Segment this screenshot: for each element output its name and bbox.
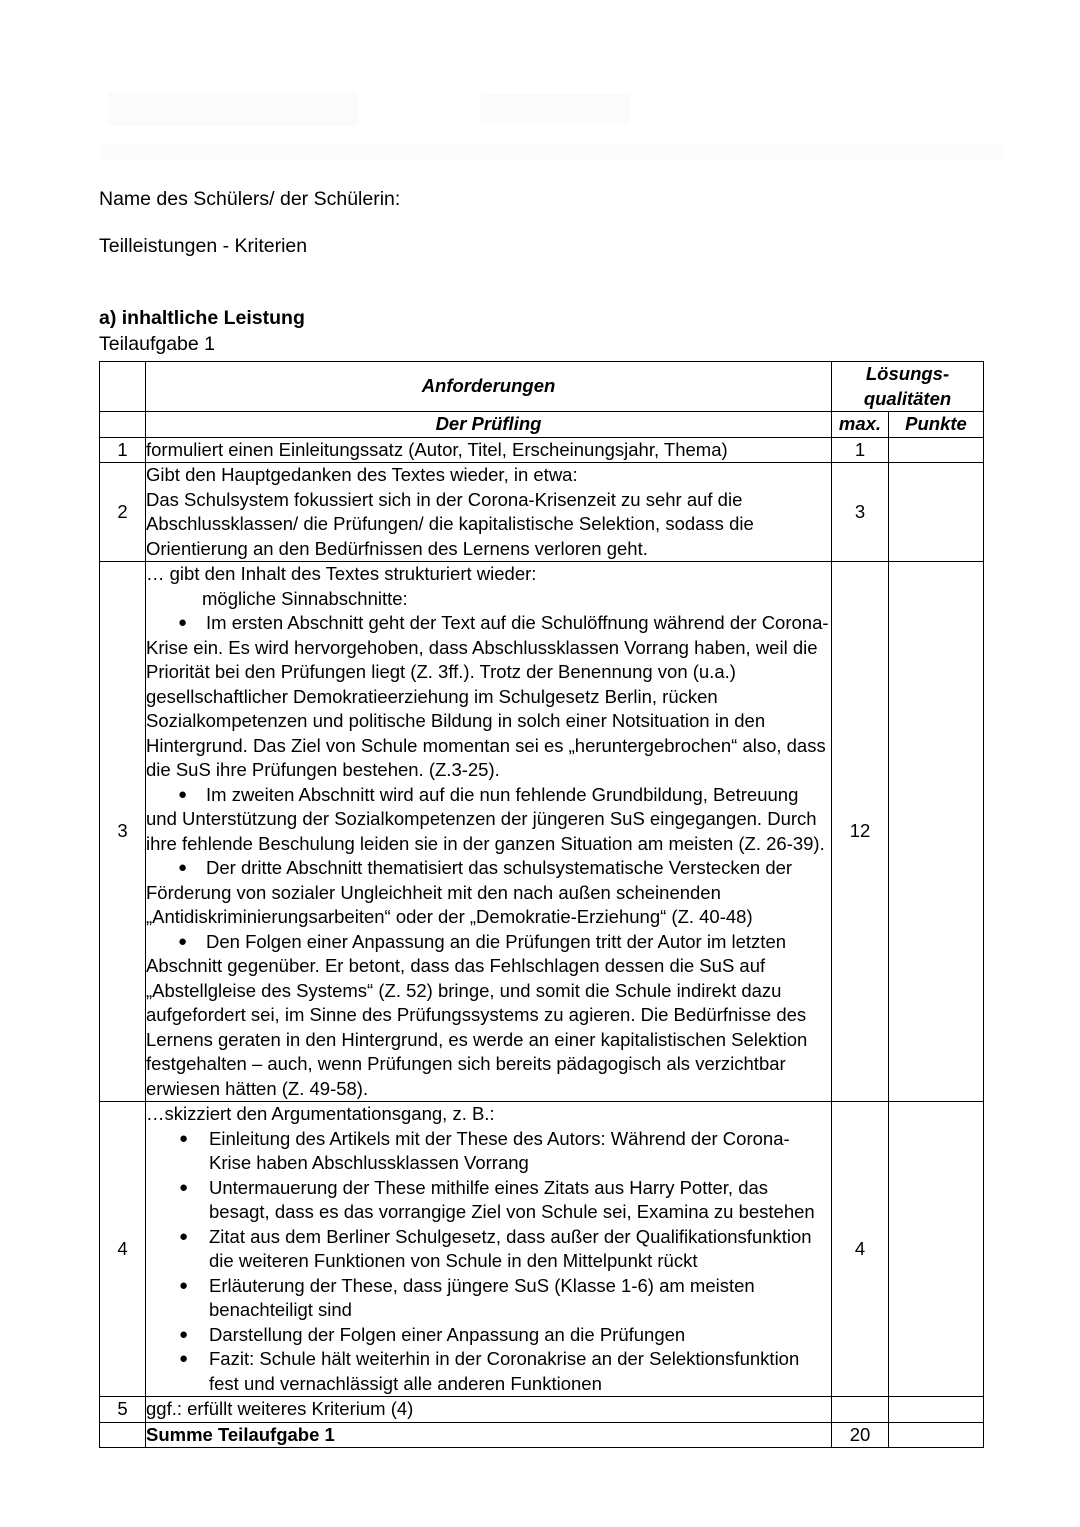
header-points: Punkte bbox=[889, 412, 984, 438]
header-solution-quality bbox=[832, 362, 984, 412]
list-item-text: Untermauerung der These mithilfe eines Zitats aus Harry Potter, das besagt, dass es das vorrangige Ziel von Schule sei, Examina zu bestehen bbox=[209, 1176, 815, 1222]
row-intro-text: … gibt den Inhalt des Textes strukturiert wieder: bbox=[146, 563, 537, 584]
list-item-text: Darstellung der Folgen einer Anpassung an die Prüfungen bbox=[209, 1323, 686, 1345]
list-item-text: Im ersten Abschnitt geht der Text auf die Schulöffnung während der Corona-Krise ein. Es wird hervorgehoben, dass Abschlussklassen Vorrang haben, weil die Priorität bei den Prüfungen liegt (Z. 3ff.). Trotz der Benennung von (u.a.) gesellschaftlicher Demokratieerziehung im Schulgesetz Berlin, rücken Sozialkompetenzen und politische Bildung in solch einer Notsituation in den Hintergrund. Das Ziel von Schule momentan sei es „heruntergebrochen“ also, dass die SuS ihre Prüfungen bestehen. (Z.3-25). bbox=[146, 612, 829, 780]
table-summary-row bbox=[100, 1422, 984, 1448]
student-name-label: Name des Schülers/ der Schülerin: bbox=[99, 188, 401, 210]
bullet-icon: ● bbox=[179, 1129, 189, 1147]
list-item bbox=[146, 611, 831, 783]
scan-artifact bbox=[108, 92, 358, 126]
row-text-line: ggf.: erfüllt weiteres Kriterium (4) bbox=[146, 1398, 414, 1419]
list-item bbox=[146, 1176, 831, 1225]
subsection-heading: Teilaufgabe 1 bbox=[99, 333, 216, 355]
row-content bbox=[146, 562, 832, 1102]
table-row bbox=[100, 463, 984, 562]
table-row bbox=[100, 1397, 984, 1423]
table-row bbox=[100, 1102, 984, 1397]
row-content bbox=[146, 463, 832, 562]
row-text-line: Orientierung an den Bedürfnissen des Lernens verloren geht. bbox=[146, 537, 648, 559]
list-item bbox=[146, 1323, 831, 1348]
row-max-points: 4 bbox=[832, 1102, 889, 1397]
row-max-points: 1 bbox=[832, 437, 889, 463]
list-item bbox=[146, 856, 831, 930]
row-bullet-list bbox=[146, 1127, 831, 1397]
row-max-points: 3 bbox=[832, 463, 889, 562]
criteria-label: Teilleistungen - Kriterien bbox=[99, 235, 308, 257]
row-text-line: formuliert einen Einleitungssatz (Autor, Titel, Erscheinungsjahr, Thema) bbox=[146, 438, 728, 460]
header-candidate: Der Prüfling bbox=[146, 412, 832, 438]
list-item bbox=[146, 1347, 831, 1396]
list-item-text: Einleitung des Artikels mit der These des Autors: Während der Corona-Krise haben Abschlussklassen Vorrang bbox=[209, 1127, 790, 1173]
row-number: 2 bbox=[100, 463, 146, 562]
header-blank-cell bbox=[100, 362, 146, 412]
row-content bbox=[146, 437, 832, 463]
header-solution-quality-line1: Lösungs- bbox=[865, 363, 950, 384]
bullet-icon: ● bbox=[179, 1276, 189, 1294]
bullet-icon: ● bbox=[178, 859, 188, 876]
list-item bbox=[146, 1225, 831, 1274]
bullet-icon: ● bbox=[178, 932, 188, 950]
bullet-icon: ● bbox=[178, 785, 188, 803]
summary-awarded-points[interactable] bbox=[889, 1422, 984, 1448]
list-item bbox=[146, 1127, 831, 1176]
row-text-line: Das Schulsystem fokussiert sich in der Corona-Krisenzeit zu sehr auf die bbox=[146, 488, 743, 510]
summary-blank-cell bbox=[100, 1422, 146, 1448]
bullet-icon: ● bbox=[178, 614, 188, 631]
header-blank-cell-2 bbox=[100, 412, 146, 438]
row-awarded-points[interactable] bbox=[889, 463, 984, 562]
header-max: max. bbox=[832, 412, 889, 438]
bullet-icon: ● bbox=[179, 1178, 189, 1196]
header-requirements: Anforderungen bbox=[146, 362, 832, 412]
table-header-row-1 bbox=[100, 362, 984, 412]
row-subintro-text: mögliche Sinnabschnitte: bbox=[202, 587, 408, 609]
table-header-row-2 bbox=[100, 412, 984, 438]
row-awarded-points[interactable] bbox=[889, 562, 984, 1102]
list-item-text: Fazit: Schule hält weiterhin in der Coronakrise an der Selektionsfunktion fest und vernachlässigt alle anderen Funktionen bbox=[209, 1348, 800, 1394]
scan-artifact bbox=[480, 94, 630, 124]
scan-artifact bbox=[102, 144, 1002, 160]
row-bullet-list bbox=[146, 611, 831, 1101]
header-solution-quality-line2: qualitäten bbox=[863, 387, 952, 409]
bullet-icon: ● bbox=[179, 1227, 189, 1245]
list-item bbox=[146, 1274, 831, 1323]
row-number: 1 bbox=[100, 437, 146, 463]
row-awarded-points[interactable] bbox=[889, 1397, 984, 1423]
summary-label: Summe Teilaufgabe 1 bbox=[146, 1422, 832, 1448]
summary-max-points: 20 bbox=[832, 1422, 889, 1448]
list-item-text: Im zweiten Abschnitt wird auf die nun fehlende Grundbildung, Betreuung und Unterstützung der Sozialkompetenzen der jüngeren SuS eingegangen. Durch ihre fehlende Beschulung leiden sie in der ganzen Situation am meisten (Z. 26-39). bbox=[146, 783, 825, 854]
document-body bbox=[99, 186, 999, 1448]
row-number: 4 bbox=[100, 1102, 146, 1397]
row-max-points: 12 bbox=[832, 562, 889, 1102]
list-item-text: Erläuterung der These, dass jüngere SuS (Klasse 1-6) am meisten benachteiligt sind bbox=[209, 1274, 755, 1320]
bullet-icon: ● bbox=[179, 1325, 189, 1343]
list-item-text: Den Folgen einer Anpassung an die Prüfungen tritt der Autor im letzten Abschnitt gegenüber. Er betont, dass das Fehlschlagen dessen die SuS auf „Abstellgleise des Systems“ (Z. 52) bringe, und somit die Schule indirekt dazu aufgefordert sei, im Sinne des Prüfungssystems zu agieren. Die Bedürfnisse des Lernens geraten in den Hintergrund, es werde an einer kapitalistischen Selektion festgehalten – auch, wenn Prüfungen sich bereits pädagogisch als verzichtbar erwiesen hätten (Z. 49-58). bbox=[146, 930, 808, 1099]
list-item bbox=[146, 930, 831, 1102]
bullet-icon: ● bbox=[179, 1350, 189, 1367]
list-item bbox=[146, 783, 831, 857]
scan-artifact-band bbox=[100, 88, 990, 168]
list-item-text: Der dritte Abschnitt thematisiert das schulsystematische Verstecken der Förderung von sozialer Ungleichheit mit den nach außen scheinenden „Antidiskriminierungsarbeiten“ oder der „Demokratie-Erziehung“ (Z. 40-48) bbox=[146, 857, 793, 927]
section-heading: a) inhaltliche Leistung bbox=[99, 307, 305, 329]
assessment-table bbox=[99, 361, 984, 1448]
row-content bbox=[146, 1102, 832, 1397]
row-text-line: Gibt den Hauptgedanken des Textes wieder, in etwa: bbox=[146, 464, 578, 485]
row-awarded-points[interactable] bbox=[889, 437, 984, 463]
table-row bbox=[100, 562, 984, 1102]
row-number: 5 bbox=[100, 1397, 146, 1423]
row-text-line: Abschlussklassen/ die Prüfungen/ die kapitalistische Selektion, sodass die bbox=[146, 513, 754, 534]
row-max-points bbox=[832, 1397, 889, 1423]
row-awarded-points[interactable] bbox=[889, 1102, 984, 1397]
table-row bbox=[100, 437, 984, 463]
row-intro-text: …skizziert den Argumentationsgang, z. B.: bbox=[146, 1103, 495, 1124]
list-item-text: Zitat aus dem Berliner Schulgesetz, dass außer der Qualifikationsfunktion die weiteren Funktionen von Schule in den Mittelpunkt rückt bbox=[209, 1225, 812, 1271]
row-content bbox=[146, 1397, 832, 1423]
row-number: 3 bbox=[100, 562, 146, 1102]
